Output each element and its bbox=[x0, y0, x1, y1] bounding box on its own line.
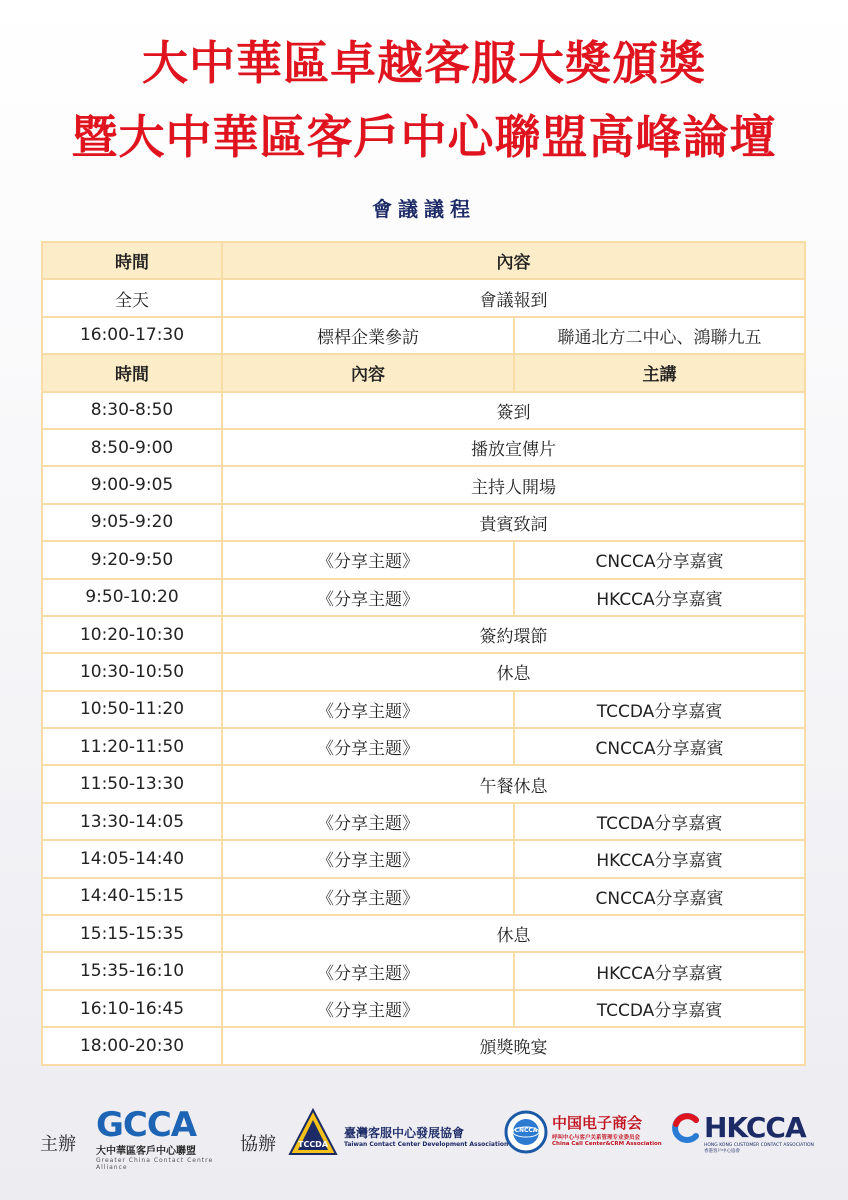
gcca-en-name: Greater China Contact Centre Alliance bbox=[96, 1157, 214, 1171]
agenda-cell: 8:50-9:00 bbox=[42, 429, 222, 466]
agenda-cell: 《分享主题》 bbox=[222, 803, 514, 840]
agenda-cell: 午餐休息 bbox=[222, 765, 805, 802]
cncca-sub-cn: 呼叫中心与客户关系管理专业委员会 bbox=[552, 1135, 641, 1141]
agenda-cell: 《分享主题》 bbox=[222, 878, 514, 915]
title-line-1: 大中華區卓越客服大獎頒獎 bbox=[142, 36, 706, 90]
agenda-cell: 簽約環節 bbox=[222, 616, 805, 653]
agenda-row bbox=[42, 691, 805, 728]
agenda-cell: 14:05-14:40 bbox=[42, 840, 222, 877]
agenda-row bbox=[42, 541, 805, 578]
agenda-cell: 10:20-10:30 bbox=[42, 616, 222, 653]
agenda-cell: 9:20-9:50 bbox=[42, 541, 222, 578]
agenda-cell: 《分享主题》 bbox=[222, 541, 514, 578]
agenda-cell: HKCCA分享嘉賓 bbox=[514, 840, 805, 877]
agenda-row bbox=[42, 878, 805, 915]
gcca-logo-icon bbox=[96, 1105, 216, 1145]
agenda-cell: 11:20-11:50 bbox=[42, 728, 222, 765]
co-organizer-label: 協辦 bbox=[240, 1134, 276, 1155]
agenda-row bbox=[42, 279, 805, 316]
agenda-header-cell: 時間 bbox=[42, 242, 222, 279]
agenda-cell: 9:00-9:05 bbox=[42, 466, 222, 503]
agenda-subtitle: 會議議程 bbox=[372, 197, 476, 221]
agenda-cell: 14:40-15:15 bbox=[42, 878, 222, 915]
agenda-row bbox=[42, 1027, 805, 1064]
agenda-row bbox=[42, 466, 805, 503]
hkcca-sub-cn: 香港客戶中心協會 bbox=[704, 1149, 740, 1154]
agenda-cell: 10:30-10:50 bbox=[42, 653, 222, 690]
agenda-row bbox=[42, 728, 805, 765]
agenda-cell: 11:50-13:30 bbox=[42, 765, 222, 802]
agenda-cell: 簽到 bbox=[222, 392, 805, 429]
title-line-2: 暨大中華區客戶中心聯盟高峰論壇 bbox=[71, 110, 777, 164]
agenda-header-row bbox=[42, 242, 805, 279]
tccda-badge: TCCDA bbox=[297, 1140, 329, 1149]
gcca-logo bbox=[96, 1105, 216, 1171]
agenda-cell: 《分享主题》 bbox=[222, 840, 514, 877]
agenda-row bbox=[42, 803, 805, 840]
agenda-row bbox=[42, 765, 805, 802]
agenda-cell: 標桿企業參訪 bbox=[222, 317, 514, 354]
agenda-cell: 貴賓致詞 bbox=[222, 504, 805, 541]
agenda-cell: HKCCA分享嘉賓 bbox=[514, 579, 805, 616]
agenda-header-cell: 主講 bbox=[514, 354, 805, 391]
cncca-logo bbox=[504, 1110, 664, 1160]
agenda-header-cell: 內容 bbox=[222, 242, 805, 279]
tccda-cn-name: 臺灣客服中心發展協會 bbox=[344, 1126, 465, 1140]
agenda-cell: 15:35-16:10 bbox=[42, 952, 222, 989]
agenda-row bbox=[42, 317, 805, 354]
host-label: 主辦 bbox=[40, 1134, 76, 1155]
agenda-cell: 15:15-15:35 bbox=[42, 915, 222, 952]
hkcca-c-icon bbox=[670, 1112, 702, 1144]
agenda-cell: 10:50-11:20 bbox=[42, 691, 222, 728]
cncca-sub-en: China Call Center&CRM Association bbox=[552, 1141, 662, 1147]
agenda-row bbox=[42, 616, 805, 653]
agenda-row bbox=[42, 653, 805, 690]
footer-sponsors bbox=[0, 1100, 848, 1190]
agenda-row bbox=[42, 392, 805, 429]
agenda-row bbox=[42, 990, 805, 1027]
agenda-cell: 休息 bbox=[222, 653, 805, 690]
agenda-cell: 9:50-10:20 bbox=[42, 579, 222, 616]
agenda-cell: 《分享主题》 bbox=[222, 990, 514, 1027]
agenda-cell: TCCDA分享嘉賓 bbox=[514, 990, 805, 1027]
agenda-header-cell: 時間 bbox=[42, 354, 222, 391]
agenda-header-cell: 內容 bbox=[222, 354, 514, 391]
gcca-cn-name: 大中華區客戶中心聯盟 bbox=[96, 1146, 196, 1157]
agenda-cell: CNCCA分享嘉賓 bbox=[514, 728, 805, 765]
agenda-cell: 《分享主题》 bbox=[222, 952, 514, 989]
agenda-cell: 全天 bbox=[42, 279, 222, 316]
gcca-logo-text: GCCA bbox=[96, 1105, 197, 1145]
agenda-cell: 16:00-17:30 bbox=[42, 317, 222, 354]
hkcca-sub-en: HONG KONG CUSTOMER CONTACT ASSOCIATION bbox=[704, 1143, 814, 1148]
agenda-cell: 16:10-16:45 bbox=[42, 990, 222, 1027]
agenda-cell: 播放宣傳片 bbox=[222, 429, 805, 466]
agenda-cell: 《分享主题》 bbox=[222, 579, 514, 616]
agenda-cell: TCCDA分享嘉賓 bbox=[514, 691, 805, 728]
hkcca-logo bbox=[670, 1111, 814, 1162]
agenda-cell: 18:00-20:30 bbox=[42, 1027, 222, 1064]
agenda-row bbox=[42, 504, 805, 541]
agenda-cell: HKCCA分享嘉賓 bbox=[514, 952, 805, 989]
agenda-row bbox=[42, 579, 805, 616]
agenda-cell: 休息 bbox=[222, 915, 805, 952]
cncca-cn-name: 中国电子商会 bbox=[552, 1114, 643, 1132]
agenda-cell: 主持人開場 bbox=[222, 466, 805, 503]
agenda-cell: CNCCA分享嘉賓 bbox=[514, 878, 805, 915]
agenda-row bbox=[42, 915, 805, 952]
cncca-badge: CNCCA bbox=[514, 1127, 538, 1134]
agenda-row bbox=[42, 952, 805, 989]
agenda-cell: TCCDA分享嘉賓 bbox=[514, 803, 805, 840]
agenda-row bbox=[42, 840, 805, 877]
agenda-cell: 會議報到 bbox=[222, 279, 805, 316]
tccda-en-name: Taiwan Contact Center Development Association bbox=[344, 1141, 509, 1148]
agenda-cell: 聯通北方二中心、鴻聯九五 bbox=[514, 317, 805, 354]
agenda-cell: 13:30-14:05 bbox=[42, 803, 222, 840]
hkcca-logo-text: HKCCA bbox=[704, 1111, 806, 1144]
agenda-header-row bbox=[42, 354, 805, 391]
tccda-logo bbox=[288, 1108, 509, 1158]
agenda-cell: 《分享主题》 bbox=[222, 728, 514, 765]
agenda-cell: 9:05-9:20 bbox=[42, 504, 222, 541]
agenda-row bbox=[42, 429, 805, 466]
agenda-cell: 《分享主题》 bbox=[222, 691, 514, 728]
agenda-cell: 頒獎晚宴 bbox=[222, 1027, 805, 1064]
agenda-table bbox=[41, 241, 806, 1066]
agenda-cell: CNCCA分享嘉賓 bbox=[514, 541, 805, 578]
agenda-cell: 8:30-8:50 bbox=[42, 392, 222, 429]
